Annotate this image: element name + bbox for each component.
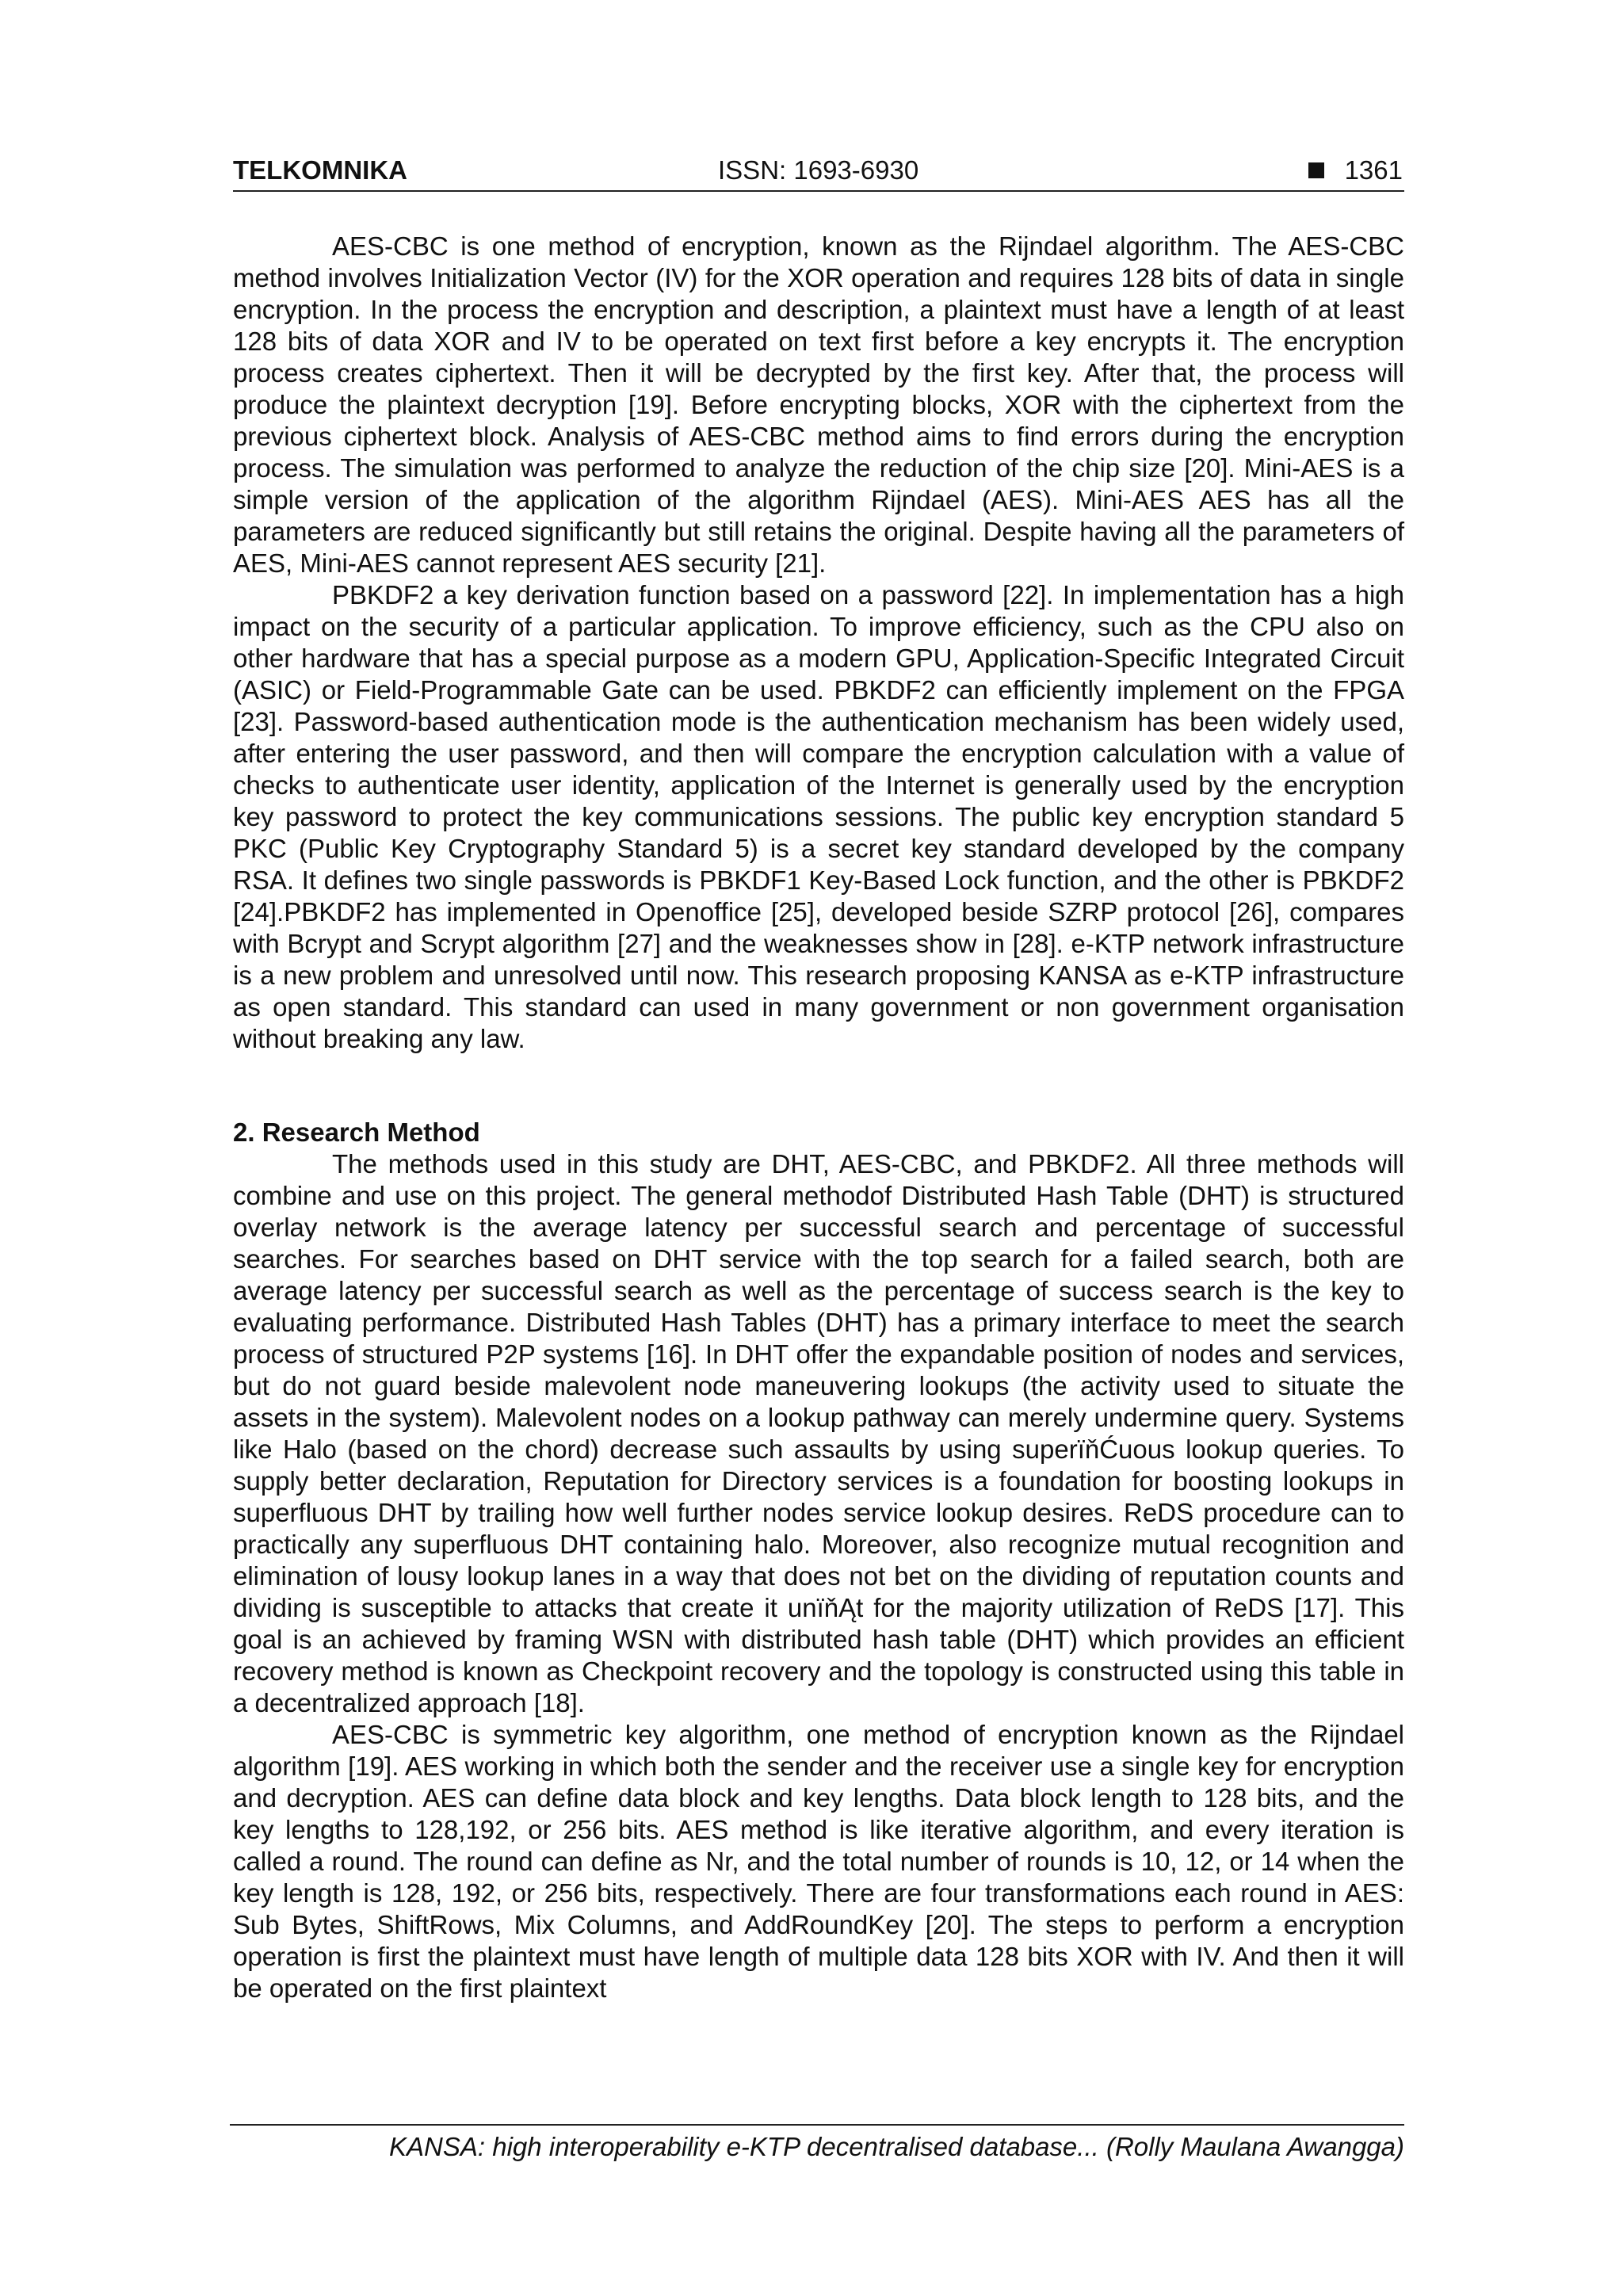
page-number: 1361 — [1344, 155, 1403, 185]
paragraph-pbkdf2: PBKDF2 a key derivation function based on a password [22]. In implementation has a high impact on the security of a particular application. To improve efficiency, such as the CPU also on other hardware that has a special purpose as a modern GPU, Application-Specific Integrated Circuit (ASIC) or Field-Programmable Gate can be used. PBKDF2 can efficiently implement on the FPGA [23]. Password-based authentication mode is the authentication mechanism has been widely used, after entering the user password, and then will compare the encryption calculation with a value of checks to authenticate user identity, application of the Internet is generally used by the encryption key password to protect the key communications sessions. The public key encryption standard 5 PKC (Public Key Cryptography Standard 5) is a secret key standard developed by the company RSA. It defines two single passwords is PBKDF1 Key-Based Lock function, and the other is PBKDF2 [24].PBKDF2 has implemented in Openoffice [25], developed beside SZRP protocol [26], compares with Bcrypt and Scrypt algorithm [27] and the weaknesses show in [28]. e-KTP network infrastructure is a new problem and unresolved until now. This research proposing KANSA as e-KTP infrastructure as open standard. This standard can used in many government or non government organisation without breaking any law. — [233, 580, 1404, 1053]
paragraph-aes-cbc-intro: AES-CBC is one method of encryption, known as the Rijndael algorithm. The AES-CBC method involves Initialization Vector (IV) for the XOR operation and requires 128 bits of data in single encryption. In the process the encryption and description, a plaintext must have a length of at least 128 bits of data XOR and IV to be operated on text first before a key encrypts it. The encryption process creates ciphertext. Then it will be decrypted by the first key. After that, the process will produce the plaintext decryption [19]. Before encrypting blocks, XOR with the ciphertext from the previous ciphertext block. Analysis of AES-CBC method aims to find errors during the encryption process. The simulation was performed to analyze the reduction of the chip size [20]. Mini-AES is a simple version of the application of the algorithm Rijndael (AES). Mini-AES AES has all the parameters are reduced significantly but still retains the original. Despite having all the parameters of AES, Mini-AES cannot represent AES security [21]. — [233, 231, 1404, 578]
running-footer: KANSA: high interoperability e-KTP decentralised database... (Rolly Maulana Awangga) — [230, 2124, 1404, 2162]
paragraph-aes-cbc-symmetric: AES-CBC is symmetric key algorithm, one method of encryption known as the Rijndael algorithm [19]. AES working in which both the sender and the receiver use a single key for encryption and decryption. AES can define data block and key lengths. Data block length to 128 bits, and the key lengths to 128,192, or 256 bits. AES method is like iterative algorithm, and every iteration is called a round. The round can define as Nr, and the total number of rounds is 10, 12, or 14 when the key length is 128, 192, or 256 bits, respectively. There are four transformations each round in AES: Sub Bytes, ShiftRows, Mix Columns, and AddRoundKey [20]. The steps to perform a encryption operation is first the plaintext must have length of multiple data 128 bits XOR with IV. And then it will be operated on the first plaintext — [233, 1720, 1404, 2003]
journal-name: TELKOMNIKA — [233, 155, 407, 185]
running-header — [233, 155, 1404, 192]
section-heading: 2. Research Method — [233, 1117, 480, 1147]
main-text — [233, 231, 1404, 2004]
paragraph-methods-dht: The methods used in this study are DHT, AES-CBC, and PBKDF2. All three methods will combine and use on this project. The general methodof Distributed Hash Table (DHT) is structured overlay network is the average latency per successful search and percentage of successful searches. For searches based on DHT service with the top search for a failed search, both are average latency per successful search as well as the percentage of success search is the key to evaluating performance. Distributed Hash Tables (DHT) has a primary interface to meet the search process of structured P2P systems [16]. In DHT offer the expandable position of nodes and services, but do not guard beside malevolent node maneuvering lookups (the activity used to situate the assets in the system). Malevolent nodes on a lookup pathway can merely undermine query. Systems like Halo (based on the chord) decrease such assaults by using superïňĆuous lookup queries. To supply better declaration, Reputation for Directory services is a foundation for boosting lookups in superfluous DHT by trailing how well further nodes service lookup desires. ReDS procedure can to practically any superfluous DHT containing halo. Moreover, also recognize mutual recognition and elimination of lousy lookup lanes in a way that does not bet on the dividing of reputation counts and dividing is susceptible to attacks that create it unïňĄt for the majority utilization of ReDS [17]. This goal is an achieved by framing WSN with distributed hash table (DHT) which provides an efficient recovery method is known as Checkpoint recovery and the topology is constructed using this table in a decentralized approach [18]. — [233, 1149, 1404, 1717]
square-bullet-icon — [1308, 162, 1324, 178]
page-number-group — [1308, 155, 1403, 185]
issn: ISSN: 1693-6930 — [718, 155, 919, 185]
